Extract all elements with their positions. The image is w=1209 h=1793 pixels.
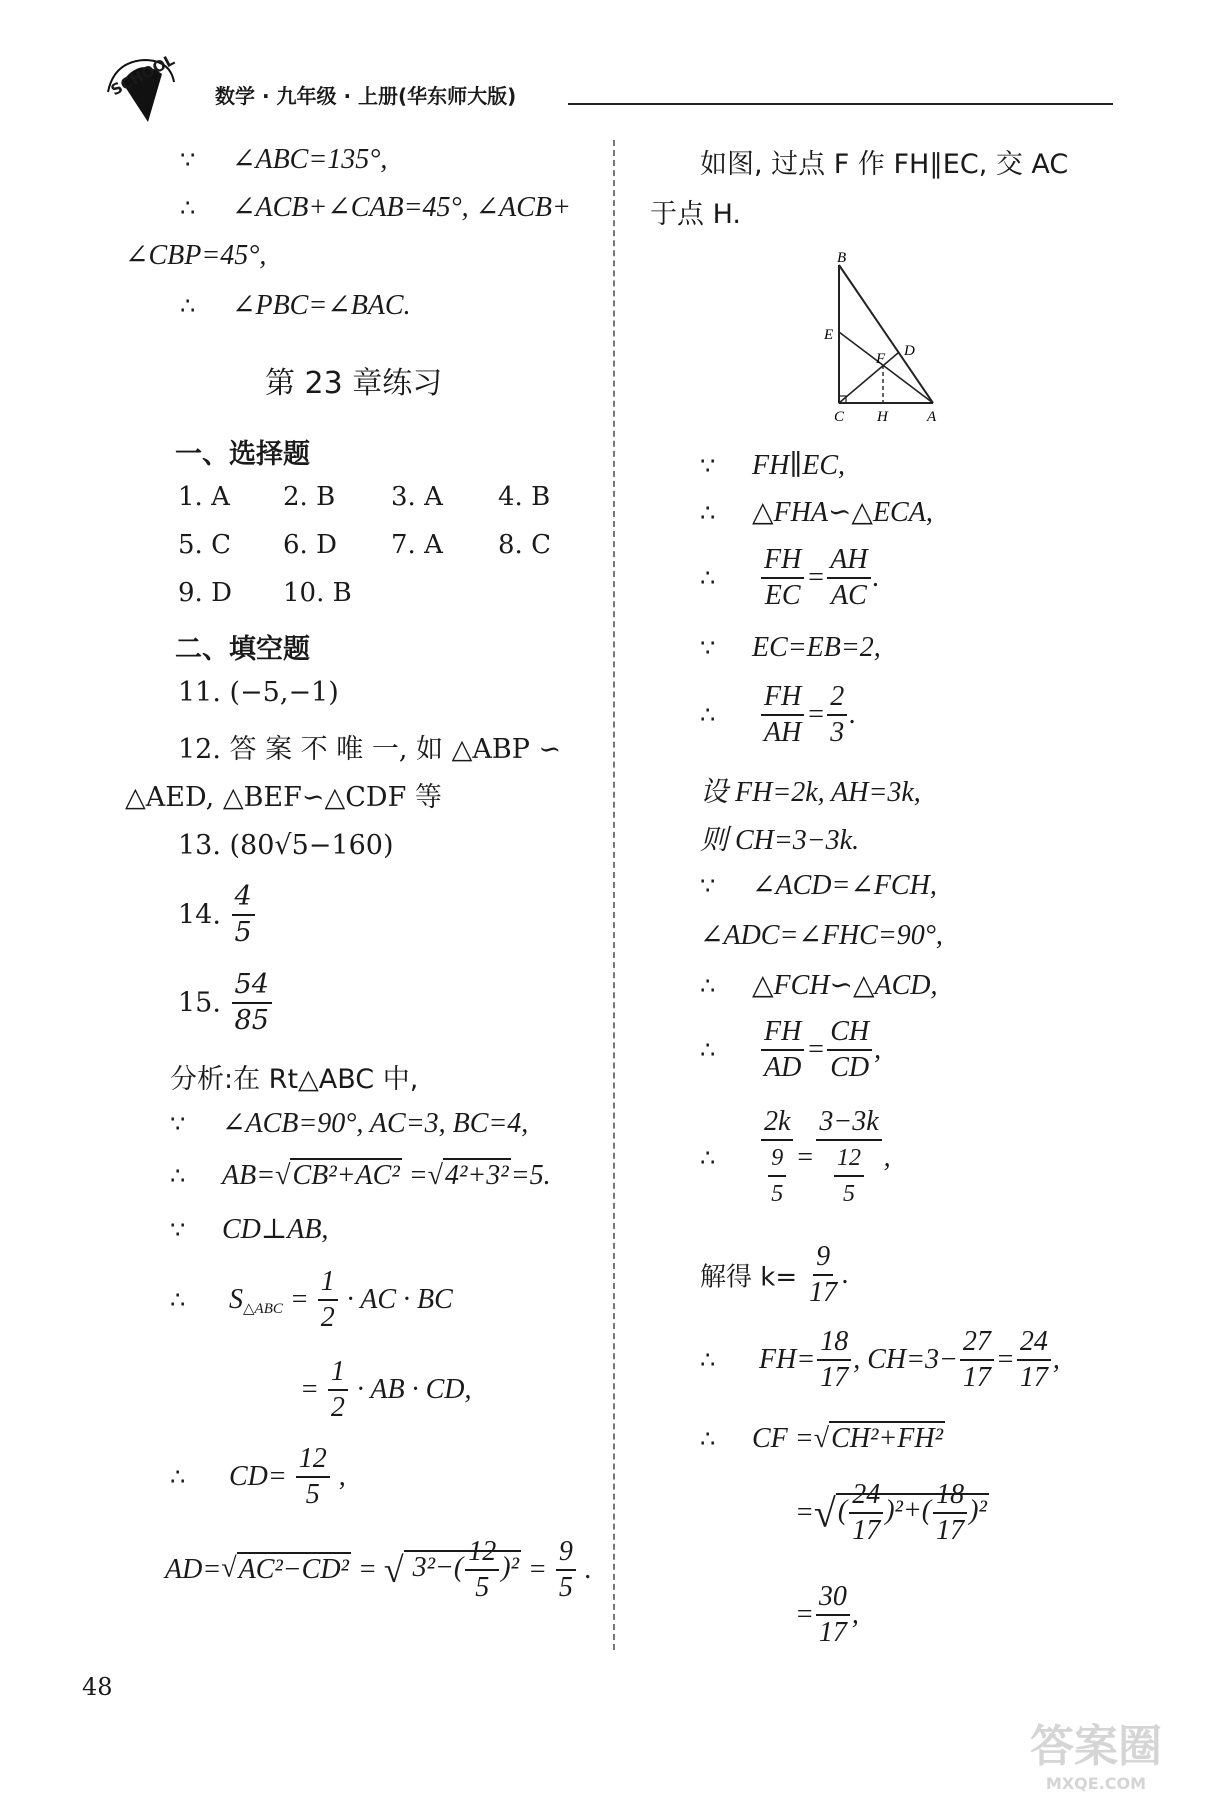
- fig-label-f: F: [876, 351, 886, 367]
- answer-12b: △AED, △BEF∽△CDF 等: [125, 782, 442, 813]
- watermark-url: MXQE.COM: [1045, 1774, 1147, 1793]
- header-logo: [100, 52, 180, 131]
- fig-label-b: B: [837, 250, 847, 266]
- step-3: ∵ CD⊥AB,: [170, 1214, 329, 1245]
- analysis-intro: 分析:在 Rt△ABC 中,: [170, 1064, 419, 1095]
- right-step-18: =√( $\frac{24}{17}$ )²+( $\frac{18}{17}$ )²: [795, 1479, 987, 1546]
- section-fill-title: 二、填空题: [175, 634, 310, 665]
- choice-4: 4. B: [498, 482, 551, 512]
- left-line-1: ∵ ∠ABC=135°,: [180, 144, 388, 175]
- choice-5: 5. C: [178, 530, 231, 560]
- therefore-symbol: ∴: [180, 292, 196, 320]
- left-line-2: ∴ ∠ACB+∠CAB=45°, ∠ACB+: [180, 192, 571, 223]
- header-title: 数学 · 九年级 · 上册(华东师大版): [215, 84, 517, 108]
- step-7: AD=√AC²−CD² = √ 3²−( $\frac{12}{5}$ )² = $\frac{9}{5}$ .: [165, 1536, 592, 1603]
- choice-10: 10. B: [283, 578, 352, 608]
- because-symbol: ∵: [180, 146, 196, 174]
- page-number: 48: [82, 1673, 113, 1701]
- right-step-4: ∴ △FHA∽△ECA,: [700, 497, 933, 528]
- right-step-9: 则 CH=3−3k.: [700, 825, 860, 856]
- right-step-15: 解得 k= $\frac{9}{17}$ .: [700, 1241, 850, 1308]
- fig-label-d: D: [904, 343, 915, 359]
- fig-label-c: C: [834, 409, 845, 425]
- right-intro-2: 于点 H.: [650, 199, 741, 230]
- answer-13: 13. (80√5−160): [178, 830, 394, 861]
- chapter-title: 第 23 章练习: [265, 366, 443, 401]
- left-line-3: ∴ ∠PBC=∠BAC.: [180, 290, 411, 321]
- right-step-12: ∴ △FCH∽△ACD,: [700, 970, 938, 1001]
- choice-3: 3. A: [391, 482, 443, 512]
- right-step-8: 设 FH=2k, AH=3k,: [700, 777, 921, 808]
- triangle-figure: [820, 250, 960, 425]
- therefore-symbol: ∴: [180, 194, 196, 222]
- right-step-13: ∴ $\frac{FH}{AD}$ = $\frac{CH}{CD}$ ,: [700, 1016, 882, 1083]
- right-step-11: ∠ADC=∠FHC=90°,: [700, 920, 943, 951]
- column-divider: [613, 140, 615, 1650]
- right-intro-1: 如图, 过点 F 作 FH∥EC, 交 AC: [700, 149, 1069, 180]
- right-step-5: ∴ $\frac{FH}{EC}$ = $\frac{AH}{AC}$ .: [700, 544, 880, 611]
- right-step-14: ∴ $\frac{2k}{\frac{9}{5}}$ = $\frac{3-3k}{\frac{12}{5}}$ ,: [700, 1106, 891, 1207]
- left-line-2b: ∠CBP=45°,: [125, 240, 267, 271]
- fig-label-e: E: [824, 327, 834, 343]
- right-step-16: ∴ FH= $\frac{18}{17}$ , CH=3− $\frac{27}{17}$ = $\frac{24}{17}$ ,: [700, 1326, 1060, 1393]
- choice-2: 2. B: [283, 482, 336, 512]
- step-6: ∴ CD= $\frac{12}{5}$ ,: [170, 1443, 346, 1510]
- section-choice-title: 一、选择题: [175, 439, 310, 470]
- fig-label-h: H: [877, 409, 888, 425]
- answer-15: 15. $\frac{54}{85}$: [178, 968, 274, 1038]
- watermark-logo: 答案圈: [1030, 1721, 1162, 1772]
- header-rule: [568, 103, 1113, 105]
- answer-12a: 12. 答 案 不 唯 一, 如 △ABP ∽: [178, 734, 562, 765]
- answer-14: 14. $\frac{4}{5}$: [178, 880, 257, 950]
- right-step-7: ∴ $\frac{FH}{AH}$ = $\frac{2}{3}$ .: [700, 681, 857, 748]
- right-step-19: = $\frac{30}{17}$ ,: [795, 1581, 859, 1648]
- choice-7: 7. A: [391, 530, 443, 560]
- choice-8: 8. C: [498, 530, 551, 560]
- right-step-10: ∵ ∠ACD=∠FCH,: [700, 870, 937, 901]
- right-step-6: ∵ EC=EB=2,: [700, 632, 881, 663]
- step-5: = $\frac{1}{2}$ · AB · CD,: [300, 1356, 472, 1423]
- step-2: ∴ AB=√CB²+AC² =√4²+3²=5.: [170, 1160, 551, 1191]
- right-step-17: ∴ CF =√CH²+FH²: [700, 1423, 943, 1454]
- step-1: ∵ ∠ACB=90°, AC=3, BC=4,: [170, 1108, 529, 1139]
- logo-text: SCHOOL: [107, 50, 178, 100]
- fig-label-a: A: [927, 409, 937, 425]
- choice-1: 1. A: [178, 482, 230, 512]
- watermark: [1030, 1710, 1162, 1793]
- choice-9: 9. D: [178, 578, 232, 608]
- answer-11: 11. (−5,−1): [178, 677, 339, 708]
- choice-6: 6. D: [283, 530, 337, 560]
- step-4: ∴ $S_{\triangle ABC}$ = $\frac{1}{2}$ · AC · BC: [170, 1266, 453, 1333]
- right-step-3: ∵ FH∥EC,: [700, 450, 846, 481]
